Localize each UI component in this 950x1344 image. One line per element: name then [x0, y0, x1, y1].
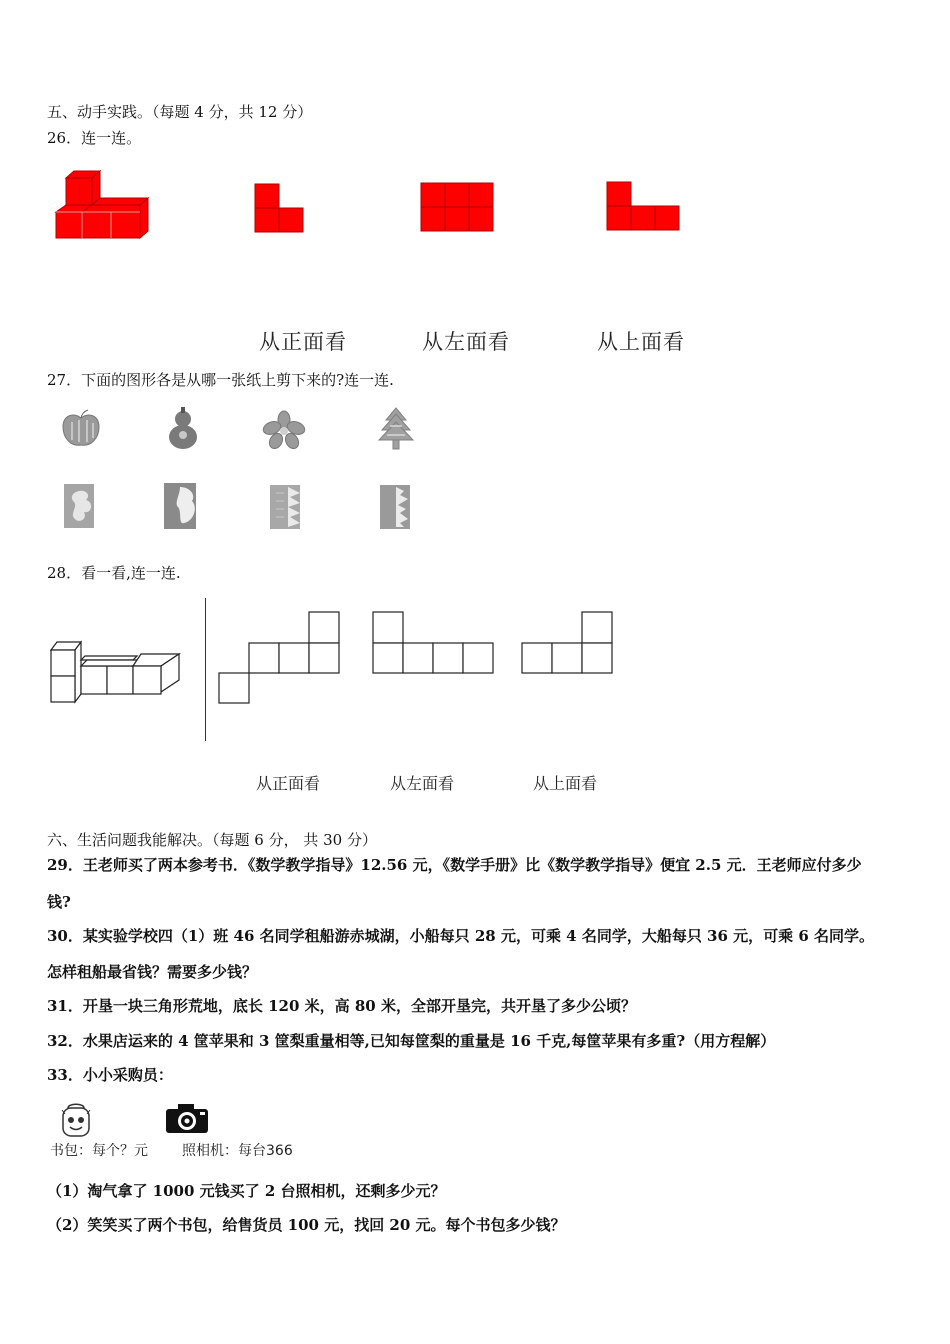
q30-line1: 30．某实验学校四（1）班 46 名同学租船游赤城湖，小船每只 28 元，可乘 4 名同学，大船每只 36 元，可乘 6 名同学。: [47, 927, 875, 945]
q30-line2: 怎样租船最省钱？需要多少钱？: [47, 963, 258, 981]
cut-paper-c-icon: [268, 483, 302, 531]
flower-shape-icon: [262, 410, 306, 450]
bag-price-label: 书包：每个？元: [50, 1143, 148, 1159]
q26-view-b: [420, 182, 496, 234]
q28-view-c: [521, 611, 615, 675]
q29-line1: 29．王老师买了两本参考书．《数学教学指导》12.56 元，《数学手册》比《数学教学指导》便宜 2.5 元．王老师应付多少: [47, 856, 862, 874]
q32-text: 32．水果店运来的 4 筐苹果和 3 筐梨重量相等,已知每筐梨的重量是 16 千克,每筐苹果有多重?（用方程解）: [47, 1032, 776, 1050]
q28-view-a: [218, 611, 342, 705]
q33-sub1: （1）淘气拿了 1000 元钱买了 2 台照相机，还剩多少元？: [47, 1182, 446, 1200]
q26-view-c: [606, 181, 682, 233]
camera-price-label: 照相机：每台366: [182, 1143, 293, 1159]
section5-heading: 五、动手实践。（每题 4 分，共 12 分）: [47, 103, 313, 121]
q29-line2: 钱?: [47, 893, 71, 911]
q27-text: 27．下面的图形各是从哪一张纸上剪下来的?连一连.: [47, 371, 394, 389]
backpack-icon: [56, 1100, 96, 1140]
q28-label-front: 从正面看: [256, 774, 321, 793]
q26-label-front: 从正面看: [259, 330, 347, 354]
q28-view-b: [372, 611, 496, 675]
section6-heading: 六、生活问题我能解决。（每题 6 分， 共 30 分）: [47, 831, 377, 849]
q28-solid-figure: [48, 636, 186, 706]
q26-solid-figure: [52, 168, 152, 242]
q31-text: 31．开垦一块三角形荒地，底长 120 米，高 80 米，全部开垦完，共开垦了多少公顷？: [47, 997, 636, 1015]
cut-paper-b-icon: [162, 481, 198, 531]
apple-shape-icon: [60, 408, 102, 450]
gourd-shape-icon: [163, 405, 203, 451]
q26-view-a: [254, 183, 306, 235]
q28-text: 28．看一看,连一连.: [47, 564, 181, 582]
q28-label-top: 从上面看: [533, 774, 598, 793]
q28-label-left: 从左面看: [390, 774, 455, 793]
camera-icon: [164, 1101, 210, 1135]
q28-divider: [205, 598, 206, 741]
q26-label-top: 从上面看: [597, 330, 685, 354]
q26-label-left: 从左面看: [422, 330, 510, 354]
tree-shape-icon: [376, 406, 416, 452]
cut-paper-a-icon: [62, 482, 96, 530]
cut-paper-d-icon: [378, 483, 412, 531]
q33-text: 33．小小采购员：: [47, 1066, 173, 1084]
q26-text: 26．连一连。: [47, 129, 142, 147]
q33-sub2: （2）笑笑买了两个书包，给售货员 100 元，找回 20 元。每个书包多少钱？: [47, 1216, 566, 1234]
